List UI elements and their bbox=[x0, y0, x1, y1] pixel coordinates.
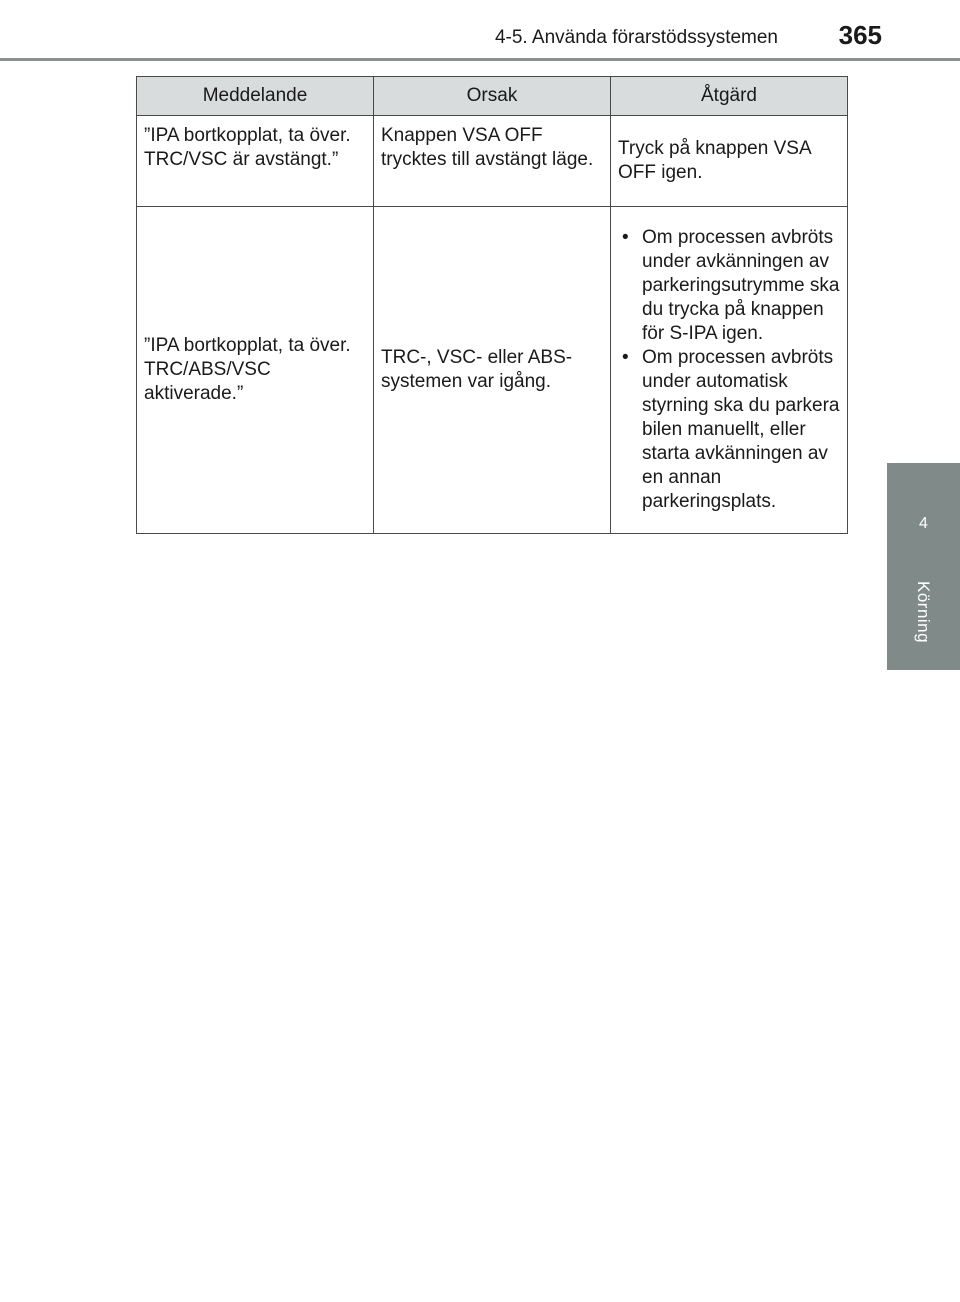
message-cell: ”IPA bortkopplat, ta över. TRC/VSC är avstängt.” bbox=[137, 116, 374, 207]
section-title: 4-5. Använda förarstödssystemen bbox=[494, 27, 778, 48]
cause-cell: TRC-, VSC- eller ABS-systemen var igång. bbox=[374, 207, 611, 534]
table-header-row bbox=[137, 77, 848, 116]
action-cell bbox=[611, 207, 848, 534]
header-divider bbox=[0, 58, 960, 61]
column-header-cause: Orsak bbox=[374, 77, 611, 116]
table-row bbox=[137, 116, 848, 207]
message-cell: ”IPA bortkopplat, ta över. TRC/ABS/VSC aktiverade.” bbox=[137, 207, 374, 534]
column-header-message: Meddelande bbox=[137, 77, 374, 116]
table-row bbox=[137, 207, 848, 534]
column-header-action: Åtgärd bbox=[611, 77, 848, 116]
action-bullet-item: • Om processen avbröts under automatisk styrning ska du parkera bilen manuellt, eller starta avkänningen av en annan parkeringsplats. bbox=[618, 346, 840, 514]
chapter-number: 4 bbox=[919, 515, 928, 532]
action-bullet-list bbox=[618, 226, 840, 514]
action-bullet-item: • Om processen avbröts under avkänningen av parkeringsutrymme ska du trycka på knappen för S-IPA igen. bbox=[618, 226, 840, 346]
cause-cell: Knappen VSA OFF trycktes till avstängt läge. bbox=[374, 116, 611, 207]
action-cell: Tryck på knappen VSA OFF igen. bbox=[611, 116, 848, 207]
message-table bbox=[136, 76, 848, 534]
page-number: 365 bbox=[838, 20, 882, 50]
chapter-side-tab bbox=[887, 463, 960, 670]
chapter-label: Körning bbox=[914, 581, 933, 644]
